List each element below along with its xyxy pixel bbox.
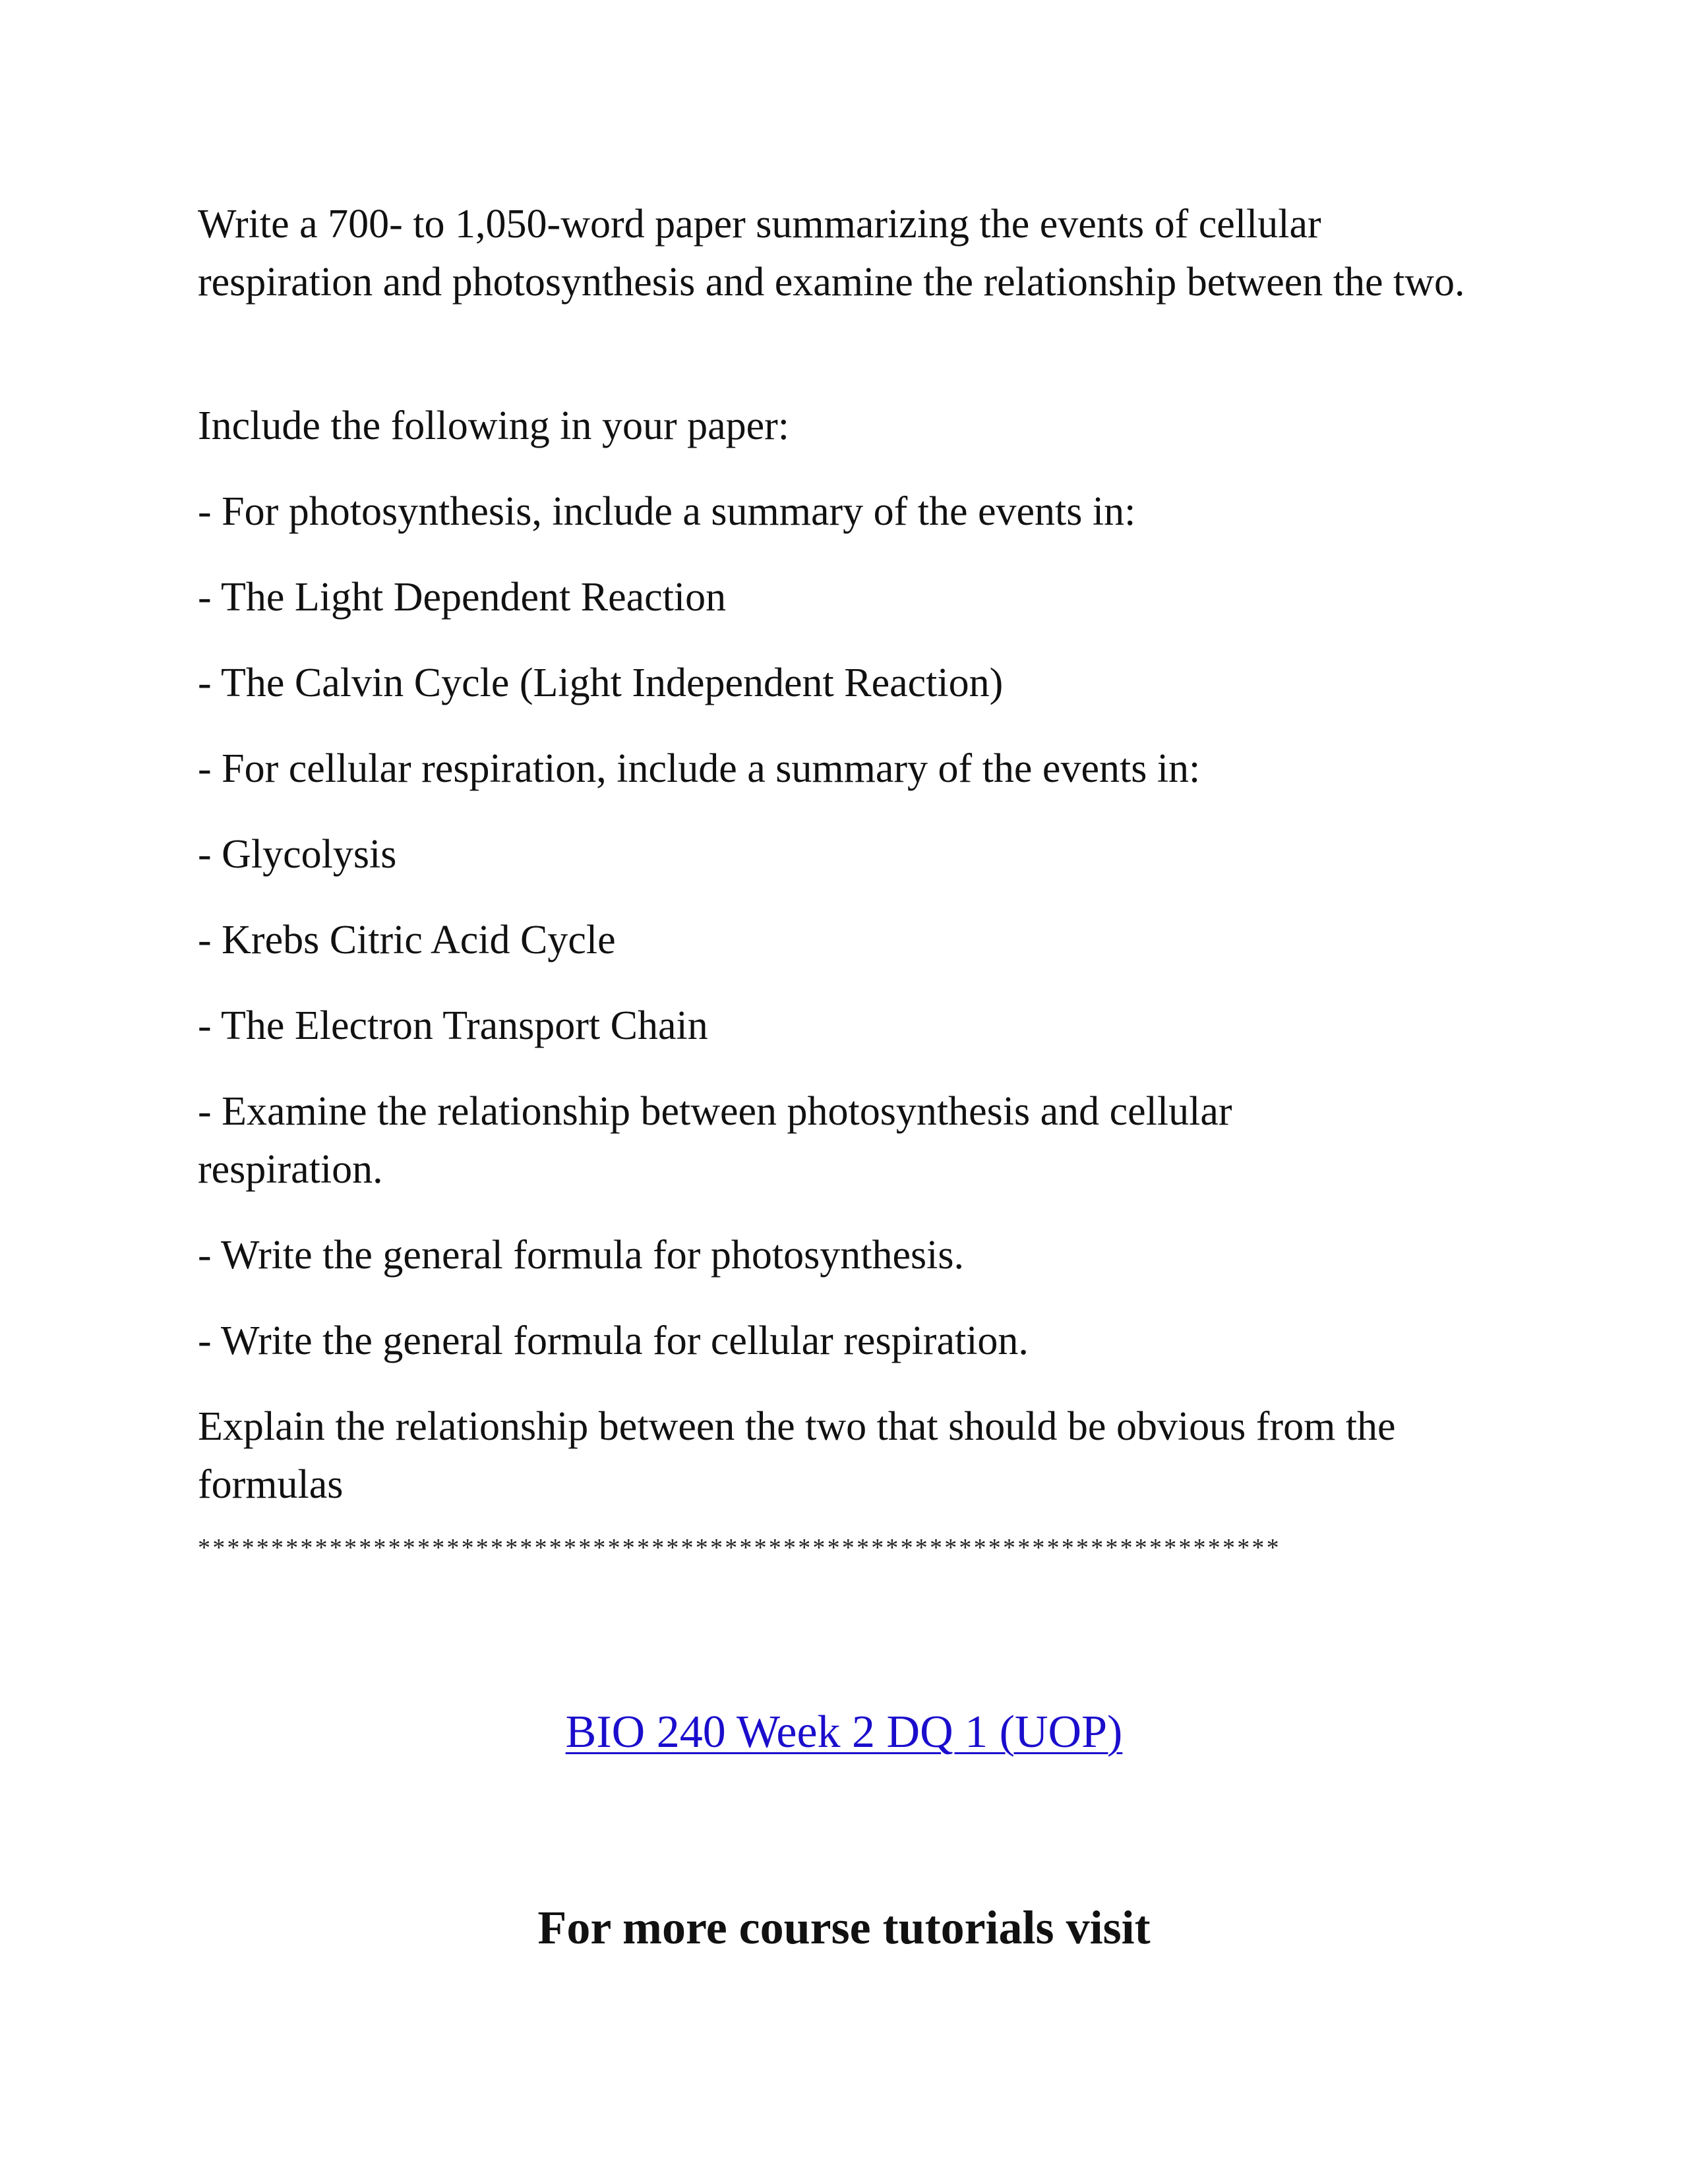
footer-title: For more course tutorials visit xyxy=(537,1901,1151,1954)
list-item: - For cellular respiration, include a summary of the events in: xyxy=(198,746,1201,791)
list-item: - Glycolysis xyxy=(198,832,397,877)
list-item: - Write the general formula for cellular respiration. xyxy=(198,1318,1029,1363)
list-item: - Examine the relationship between photosynthesis and cellular respiration. xyxy=(198,1089,1232,1192)
intro-paragraph: Write a 700- to 1,050-word paper summarizing the events of cellular respiration and photosynthesis and examine the relationship between the two. xyxy=(198,202,1465,305)
list-item: - Krebs Citric Acid Cycle xyxy=(198,918,616,962)
separator-line: ************************************************************************** xyxy=(198,1534,1281,1562)
list-item: - For photosynthesis, include a summary of the events in: xyxy=(198,489,1136,534)
list-item: - Write the general formula for photosynthesis. xyxy=(198,1233,964,1278)
list-item: - The Calvin Cycle (Light Independent Reaction) xyxy=(198,661,1004,705)
include-heading: Include the following in your paper: xyxy=(198,403,790,448)
list-item: - The Electron Transport Chain xyxy=(198,1003,708,1048)
course-link[interactable]: BIO 240 Week 2 DQ 1 (UOP) xyxy=(565,1707,1123,1757)
list-item: - The Light Dependent Reaction xyxy=(198,575,727,620)
closing-paragraph: Explain the relationship between the two that should be obvious from the formulas xyxy=(198,1404,1396,1507)
